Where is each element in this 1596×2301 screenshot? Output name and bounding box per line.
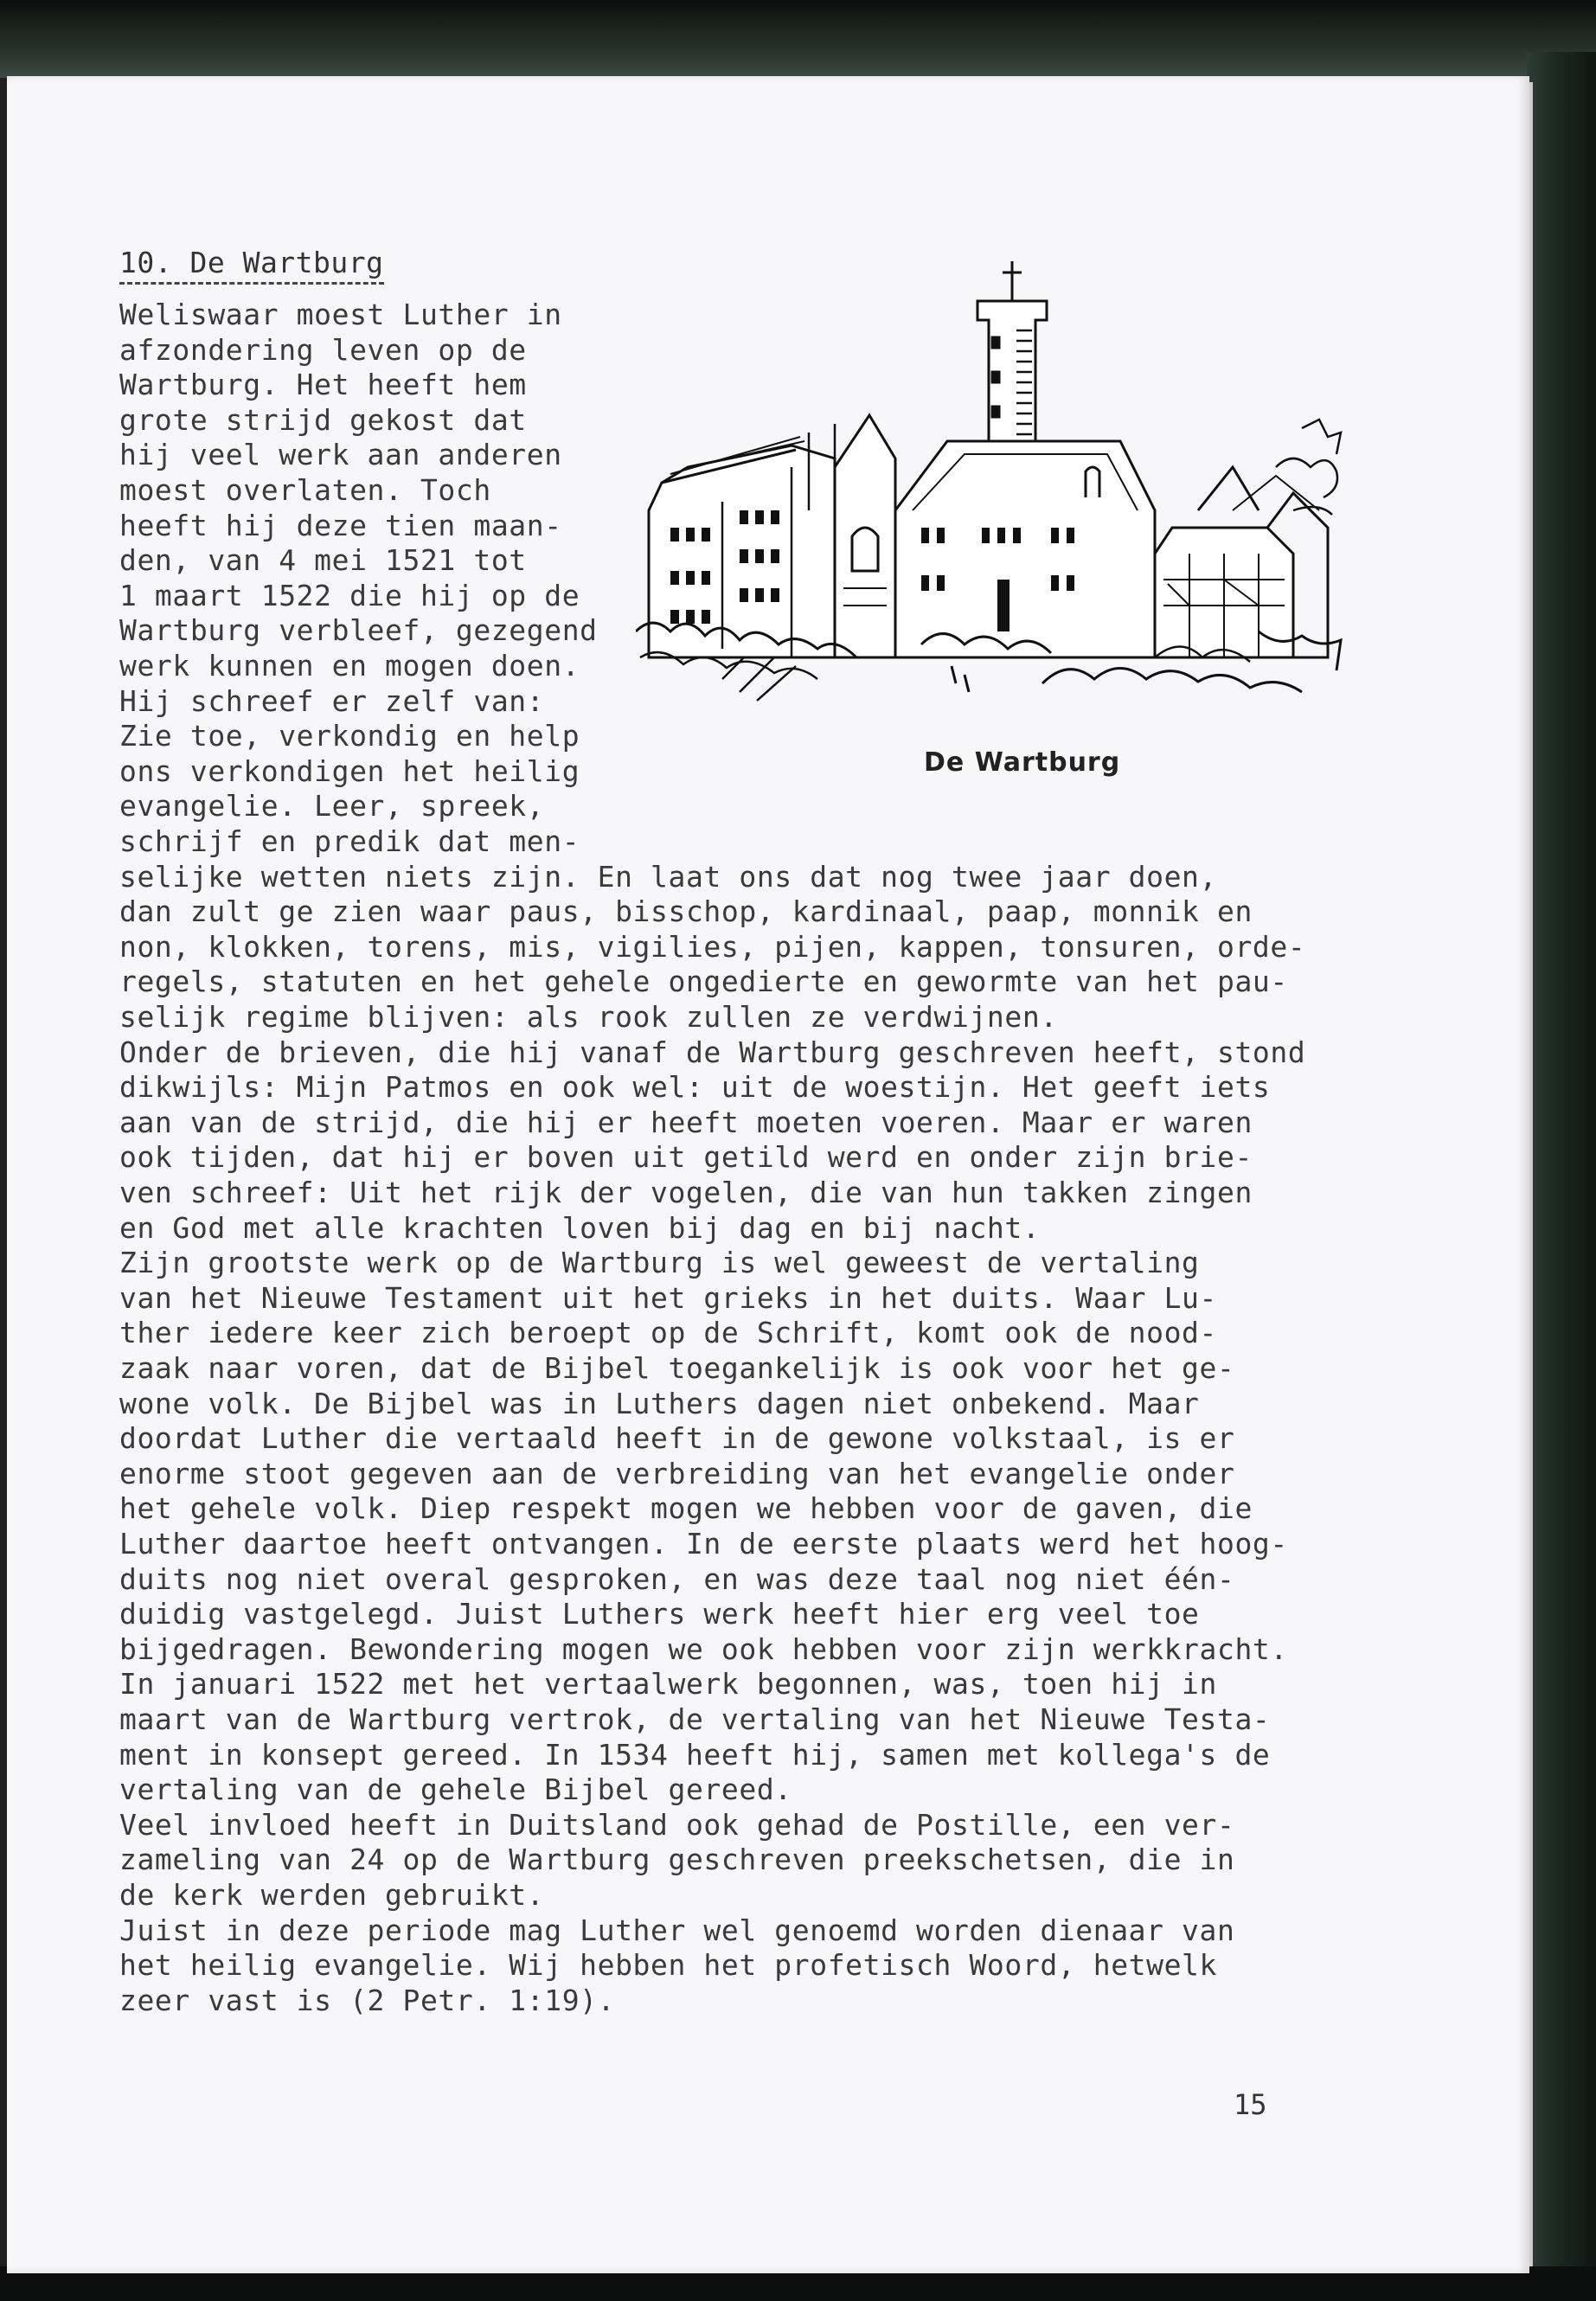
text-line: het heilig evangelie. Wij hebben het profetisch Woord, hetwelk: [119, 1948, 1217, 1983]
text-line: en God met alle krachten loven bij dag en bij nacht.: [119, 1210, 1041, 1245]
text-line: ther iedere keer zich beroept op de Schrift, komt ook de nood-: [119, 1316, 1217, 1350]
text-line: ons verkondigen het heilig: [119, 753, 580, 788]
text-line: dikwijls: Mijn Patmos en ook wel: uit de woestijn. Het geeft iets: [119, 1070, 1271, 1105]
text-line: non, klokken, torens, mis, vigilies, pijen, kappen, tonsuren, orde-: [119, 929, 1306, 964]
section-heading: 10. De Wartburg: [119, 246, 384, 285]
text-line: Luther daartoe heeft ontvangen. In de eerste plaats werd het hoog-: [119, 1527, 1288, 1561]
text-line: duits nog niet overal gesproken, en was deze taal nog niet één-: [119, 1561, 1235, 1596]
text-line: Wartburg verbleef, gezegend: [119, 613, 598, 648]
text-line: duidig vastgelegd. Juist Luthers werk heeft hier erg veel toe: [119, 1597, 1200, 1631]
text-line: dan zult ge zien waar paus, bisschop, kardinaal, paap, monnik en: [119, 894, 1253, 929]
text-line: ook tijden, dat hij er boven uit getild werd en onder zijn brie-: [119, 1140, 1253, 1175]
text-line: maart van de Wartburg vertrok, de vertaling van het Nieuwe Testa-: [119, 1702, 1271, 1736]
text-line: Wartburg. Het heeft hem: [119, 368, 527, 402]
text-line: aan van de strijd, die hij er heeft moeten voeren. Maar er waren: [119, 1105, 1253, 1139]
text-line: Zijn grootste werk op de Wartburg is wel geweest de vertaling: [119, 1246, 1200, 1280]
text-line: enorme stoot gegeven aan de verbreiding van het evangelie onder: [119, 1456, 1235, 1490]
text-line: heeft hij deze tien maan-: [119, 508, 562, 542]
text-line: doordat Luther die vertaald heeft in de gewone volkstaal, is er: [119, 1421, 1235, 1456]
text-line: schrijf en predik dat men-: [119, 824, 580, 858]
binding-top: [0, 0, 1596, 78]
text-line: Zie toe, verkondig en help: [119, 719, 580, 753]
text-line: de kerk werden gebruikt.: [119, 1878, 545, 1912]
text-line: ven schreef: Uit het rijk der vogelen, die van hun takken zingen: [119, 1176, 1253, 1209]
text-line: regels, statuten en het gehele ongedierte en gewormte van het pau-: [119, 965, 1288, 999]
text-line: afzondering leven op de: [119, 332, 527, 367]
text-line: zeer vast is (2 Petr. 1:19).: [119, 1983, 616, 2017]
text-line: zaak naar voren, dat de Bijbel toegankelijk is ook voor het ge-: [119, 1351, 1235, 1385]
text-line: Juist in deze periode mag Luther wel genoemd worden dienaar van: [119, 1913, 1235, 1947]
text-line: moest overlaten. Toch: [119, 473, 491, 507]
text-line: evangelie. Leer, spreek,: [119, 789, 545, 824]
text-line: Veel invloed heeft in Duitsland ook gehad de Postille, een ver-: [119, 1807, 1235, 1842]
text-line: 1 maart 1522 die hij op de: [119, 578, 580, 612]
text-line: bijgedragen. Bewondering mogen we ook hebben voor zijn werkkracht.: [119, 1631, 1288, 1666]
text-line: ment in konsept gereed. In 1534 heeft hij, samen met kollega's de: [119, 1737, 1271, 1772]
text-line: grote strijd gekost dat: [119, 402, 527, 437]
text-line: In januari 1522 met het vertaalwerk begonnen, was, toen hij in: [119, 1667, 1217, 1702]
illustration-caption: De Wartburg: [924, 747, 1121, 778]
text-line: werk kunnen en mogen doen.: [119, 649, 580, 683]
text-line: den, van 4 mei 1521 tot: [119, 543, 527, 578]
text-line: vertaling van de gehele Bijbel gereed.: [119, 1772, 792, 1807]
page-number: 15: [1234, 2088, 1267, 2121]
text-line: Weliswaar moest Luther in: [119, 298, 562, 331]
text-line: selijke wetten niets zijn. En laat ons dat nog twee jaar doen,: [119, 859, 1217, 894]
binding-spine: [1527, 52, 1596, 2266]
text-line: hij veel werk aan anderen: [119, 438, 562, 472]
text-line: Hij schreef er zelf van:: [119, 683, 545, 718]
text-line: Onder de brieven, die hij vanaf de Wartburg geschreven heeft, stond: [119, 1035, 1306, 1069]
text-line: zameling van 24 op de Wartburg geschreven preekschetsen, die in: [119, 1843, 1235, 1877]
text-line: het gehele volk. Diep respekt mogen we hebben voor de gaven, die: [119, 1491, 1253, 1526]
text-line: selijk regime blijven: als rook zullen ze verdwijnen.: [119, 1000, 1058, 1034]
text-line: wone volk. De Bijbel was in Luthers dagen niet onbekend. Maar: [119, 1386, 1200, 1420]
wartburg-castle-illustration: [636, 251, 1345, 718]
text-line: van het Nieuwe Testament uit het grieks in het duits. Waar Lu-: [119, 1280, 1217, 1315]
